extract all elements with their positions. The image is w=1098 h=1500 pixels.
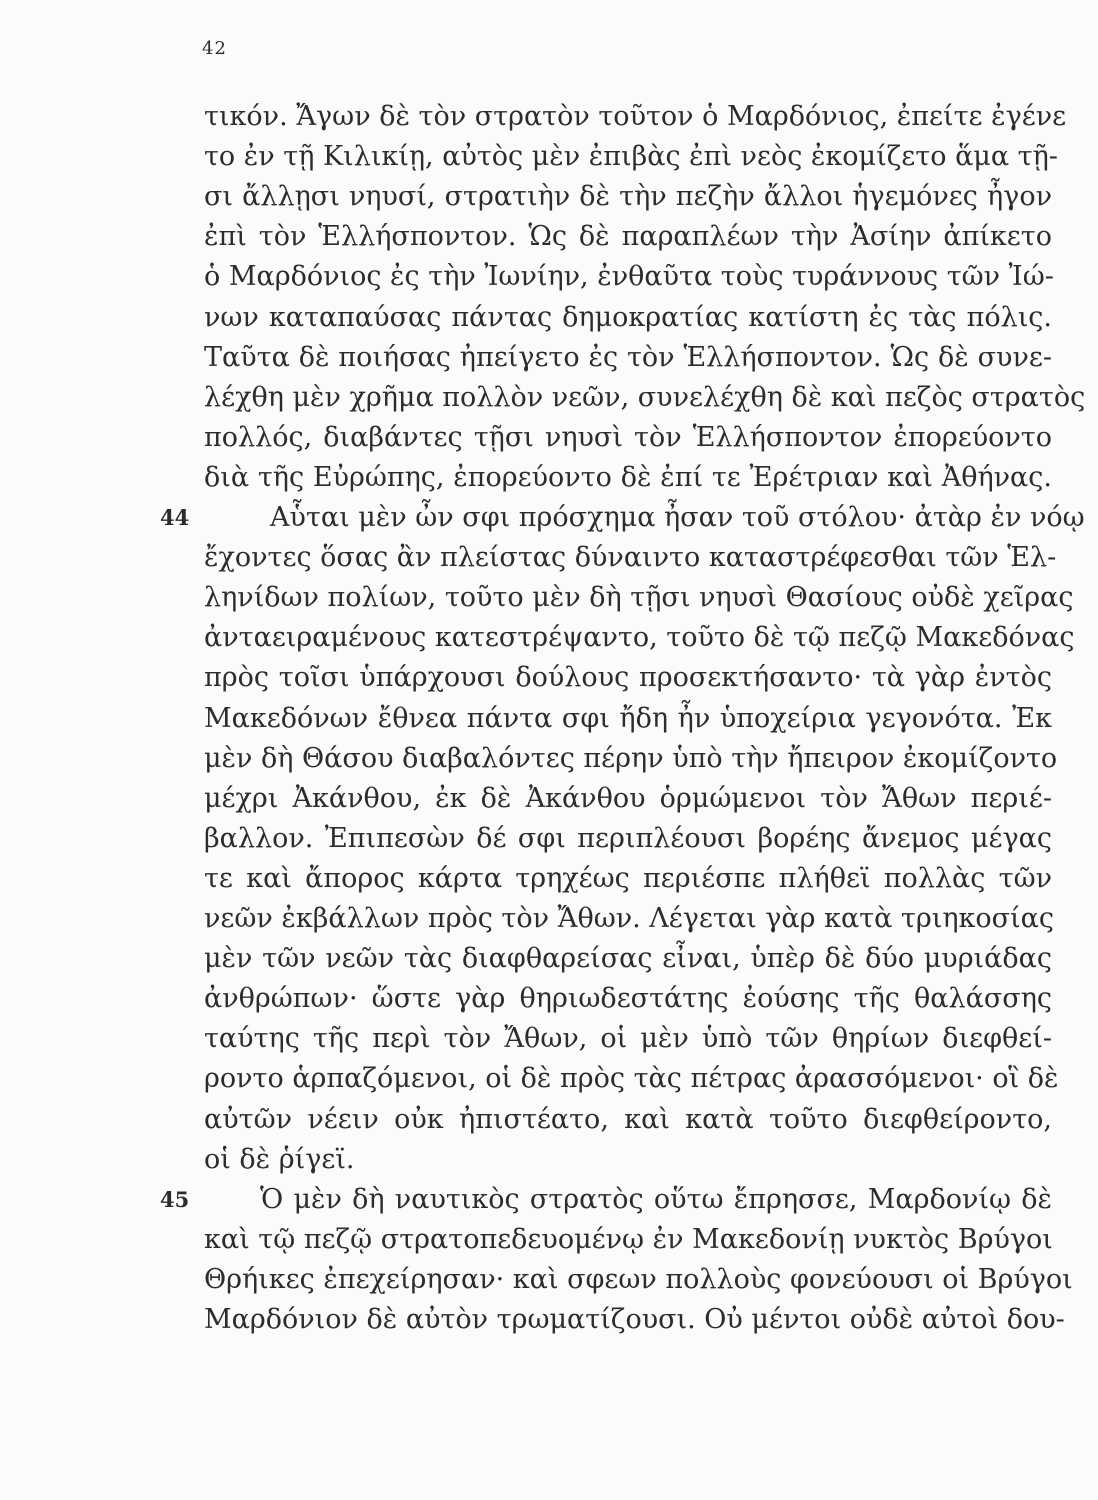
text-line: οἱ δὲ ῥίγεϊ. xyxy=(204,1144,355,1175)
text-line: αὐτῶν νέειν οὐκ ἠπιστέατο, καὶ κατὰ τοῦτο διεφθείροντο, xyxy=(204,1104,1052,1135)
text-line: ἔχοντες ὅσας ἂν πλείστας δύναιντο καταστρέφεσθαι τῶν Ἑλ- xyxy=(204,542,1057,573)
text-line: πρὸς τοῖσι ὑπάρχουσι δούλους προσεκτήσαντο· τὰ γὰρ ἐντὸς xyxy=(204,662,1052,693)
text-line: μὲν δὴ Θάσου διαβαλόντες πέρην ὑπὸ τὴν ἤπειρον ἐκομίζοντο xyxy=(204,743,1058,774)
text-line: ὁ Μαρδόνιος ἐς τὴν Ἰωνίην, ἐνθαῦτα τοὺς τυράννους τῶν Ἰώ- xyxy=(204,261,1054,292)
text-line: Μαρδόνιον δὲ αὐτὸν τρωματίζουσι. Οὐ μέντοι οὐδὲ αὐτοὶ δου- xyxy=(204,1304,1065,1335)
text-line: τικόν. Ἄγων δὲ τὸν στρατὸν τοῦτον ὁ Μαρδόνιος, ἐπείτε ἐγένε xyxy=(204,101,1067,132)
text-line: Ταῦτα δὲ ποιήσας ἠπείγετο ἐς τὸν Ἑλλήσποντον. Ὡς δὲ συνε- xyxy=(204,342,1052,373)
text-line: ταύτης τῆς περὶ τὸν Ἄθων, οἱ μὲν ὑπὸ τῶν θηρίων διεφθεί- xyxy=(204,1023,1052,1054)
section-number: 45 xyxy=(160,1187,190,1212)
text-line: ἀνταειραμένους κατεστρέψαντο, τοῦτο δὲ τῷ πεζῷ Μακεδόνας xyxy=(204,622,1075,653)
text-line: μὲν τῶν νεῶν τὰς διαφθαρείσας εἶναι, ὑπὲρ δὲ δύο μυριάδας xyxy=(204,943,1052,974)
text-line: ληνίδων πολίων, τοῦτο μὲν δὴ τῇσι νηυσὶ Θασίους οὐδὲ χεῖρας xyxy=(204,582,1074,613)
text-line: βαλλον. Ἐπιπεσὼν δέ σφι περιπλέουσι βορέης ἄνεμος μέγας xyxy=(204,823,1052,854)
text-line: πολλός, διαβάντες τῇσι νηυσὶ τὸν Ἑλλήσποντον ἐπορεύοντο xyxy=(204,422,1052,453)
text-line: Μακεδόνων ἔθνεα πάντα σφι ἤδη ἦν ὑποχείρια γεγονότα. Ἐκ xyxy=(204,703,1052,734)
text-line: ἐπὶ τὸν Ἑλλήσποντον. Ὡς δὲ παραπλέων τὴν Ἀσίην ἀπίκετο xyxy=(204,221,1052,252)
page-number: 42 xyxy=(202,38,227,59)
section-number: 44 xyxy=(160,505,190,530)
text-line: σι ἄλλῃσι νηυσί, στρατιὴν δὲ τὴν πεζὴν ἄλλοι ἡγεμόνες ἦγον xyxy=(204,181,1052,212)
text-line: Ὁ μὲν δὴ ναυτικὸς στρατὸς οὕτω ἔπρησσε, Μαρδονίῳ δὲ xyxy=(260,1184,1052,1215)
text-line: Θρήικες ἐπεχείρησαν· καὶ σφεων πολλοὺς φονεύουσι οἱ Βρύγοι xyxy=(204,1264,1073,1295)
text-line: τε καὶ ἄπορος κάρτα τρηχέως περιέσπε πλήθεϊ πολλὰς τῶν xyxy=(204,863,1052,894)
text-line: διὰ τῆς Εὐρώπης, ἐπορεύοντο δὲ ἐπί τε Ἐρέτριαν καὶ Ἀθήνας. xyxy=(204,462,1052,493)
text-line: ἀνθρώπων· ὥστε γὰρ θηριωδεστάτης ἐούσης τῆς θαλάσσης xyxy=(204,983,1052,1014)
text-line: Αὗται μὲν ὦν σφι πρόσχημα ἦσαν τοῦ στόλου· ἀτὰρ ἐν νόῳ xyxy=(270,502,1085,533)
text-line: το ἐν τῇ Κιλικίῃ, αὐτὸς μὲν ἐπιβὰς ἐπὶ νεὸς ἐκομίζετο ἅμα τῇ- xyxy=(204,141,1058,172)
text-line: νεῶν ἐκβάλλων πρὸς τὸν Ἄθων. Λέγεται γὰρ κατὰ τριηκοσίας xyxy=(204,903,1054,934)
text-line: λέχθη μὲν χρῆμα πολλὸν νεῶν, συνελέχθη δὲ καὶ πεζὸς στρατὸς xyxy=(204,382,1086,413)
text-line: καὶ τῷ πεζῷ στρατοπεδευομένῳ ἐν Μακεδονίῃ νυκτὸς Βρύγοι xyxy=(204,1224,1053,1255)
text-line: νων καταπαύσας πάντας δημοκρατίας κατίστη ἐς τὰς πόλις. xyxy=(204,302,1052,333)
text-line: μέχρι Ἀκάνθου, ἐκ δὲ Ἀκάνθου ὁρμώμενοι τὸν Ἄθων περιέ- xyxy=(204,783,1052,814)
text-line: ροντο ἁρπαζόμενοι, οἱ δὲ πρὸς τὰς πέτρας ἀρασσόμενοι· οἳ δὲ xyxy=(204,1063,1059,1094)
